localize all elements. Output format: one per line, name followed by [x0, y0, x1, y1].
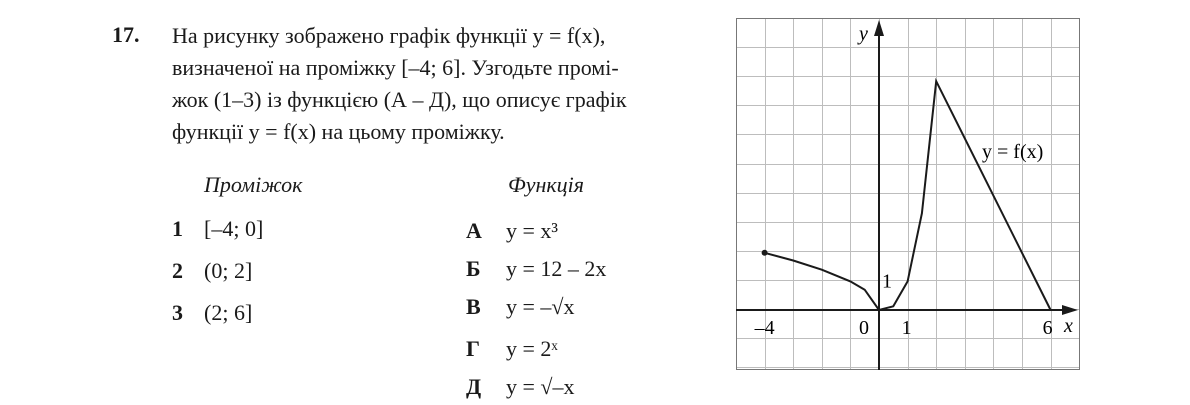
- interval-text: [–4; 0]: [204, 216, 264, 241]
- function-key: А: [466, 218, 482, 243]
- function-text: y = 12 – 2x: [506, 256, 607, 281]
- problem-number: 17.: [112, 22, 140, 47]
- curve-series: [765, 81, 1051, 310]
- function-text: y = √–x: [506, 374, 575, 399]
- intervals-header: Проміжок: [204, 172, 303, 197]
- function-text: y = –√x: [506, 294, 575, 319]
- x-axis-label: x: [1064, 315, 1073, 337]
- function-row: [466, 218, 558, 244]
- function-text: y = 2ˣ: [506, 336, 558, 361]
- x-axis-arrow: [1062, 305, 1078, 315]
- function-key: Б: [466, 256, 481, 281]
- interval-text: (0; 2]: [204, 258, 253, 283]
- y-tick-label: 1: [882, 270, 892, 293]
- x-tick-label: 1: [901, 317, 912, 339]
- function-row: [466, 374, 574, 400]
- function-text: y = x³: [506, 218, 559, 243]
- statement-line: На рисунку зображено графік функції y = f(x),: [172, 23, 606, 48]
- endpoint-marker: [762, 250, 768, 256]
- statement-line: жок (1–3) із функцією (А – Д), що описує графік: [172, 87, 627, 112]
- function-key: Д: [466, 374, 482, 399]
- interval-key: 3: [172, 300, 183, 325]
- interval-key: 2: [172, 258, 183, 283]
- interval-text: (2; 6]: [204, 300, 253, 325]
- function-key: В: [466, 294, 481, 319]
- statement-line: визначеної на проміжку [–4; 6]. Узгодьте промі-: [172, 55, 619, 80]
- y-axis-label: y: [859, 23, 868, 45]
- function-row: [466, 256, 606, 282]
- interval-key: 1: [172, 216, 183, 241]
- curve-label: y = f(x): [982, 141, 1044, 163]
- x-tick-label: –4: [754, 317, 775, 339]
- interval-row: [172, 300, 252, 326]
- x-tick-label: 6: [1042, 317, 1053, 339]
- x-tick-label: 0: [859, 317, 869, 339]
- y-axis-arrow: [874, 20, 884, 36]
- function-row: [466, 294, 574, 320]
- problem-statement: [172, 20, 732, 148]
- statement-line: функції y = f(x) на цьому проміжку.: [172, 119, 505, 144]
- functions-header: Функція: [508, 172, 585, 197]
- function-graph: [736, 18, 1080, 370]
- function-row: [466, 336, 558, 362]
- interval-row: [172, 258, 252, 284]
- interval-row: [172, 216, 263, 242]
- function-key: Г: [466, 336, 480, 361]
